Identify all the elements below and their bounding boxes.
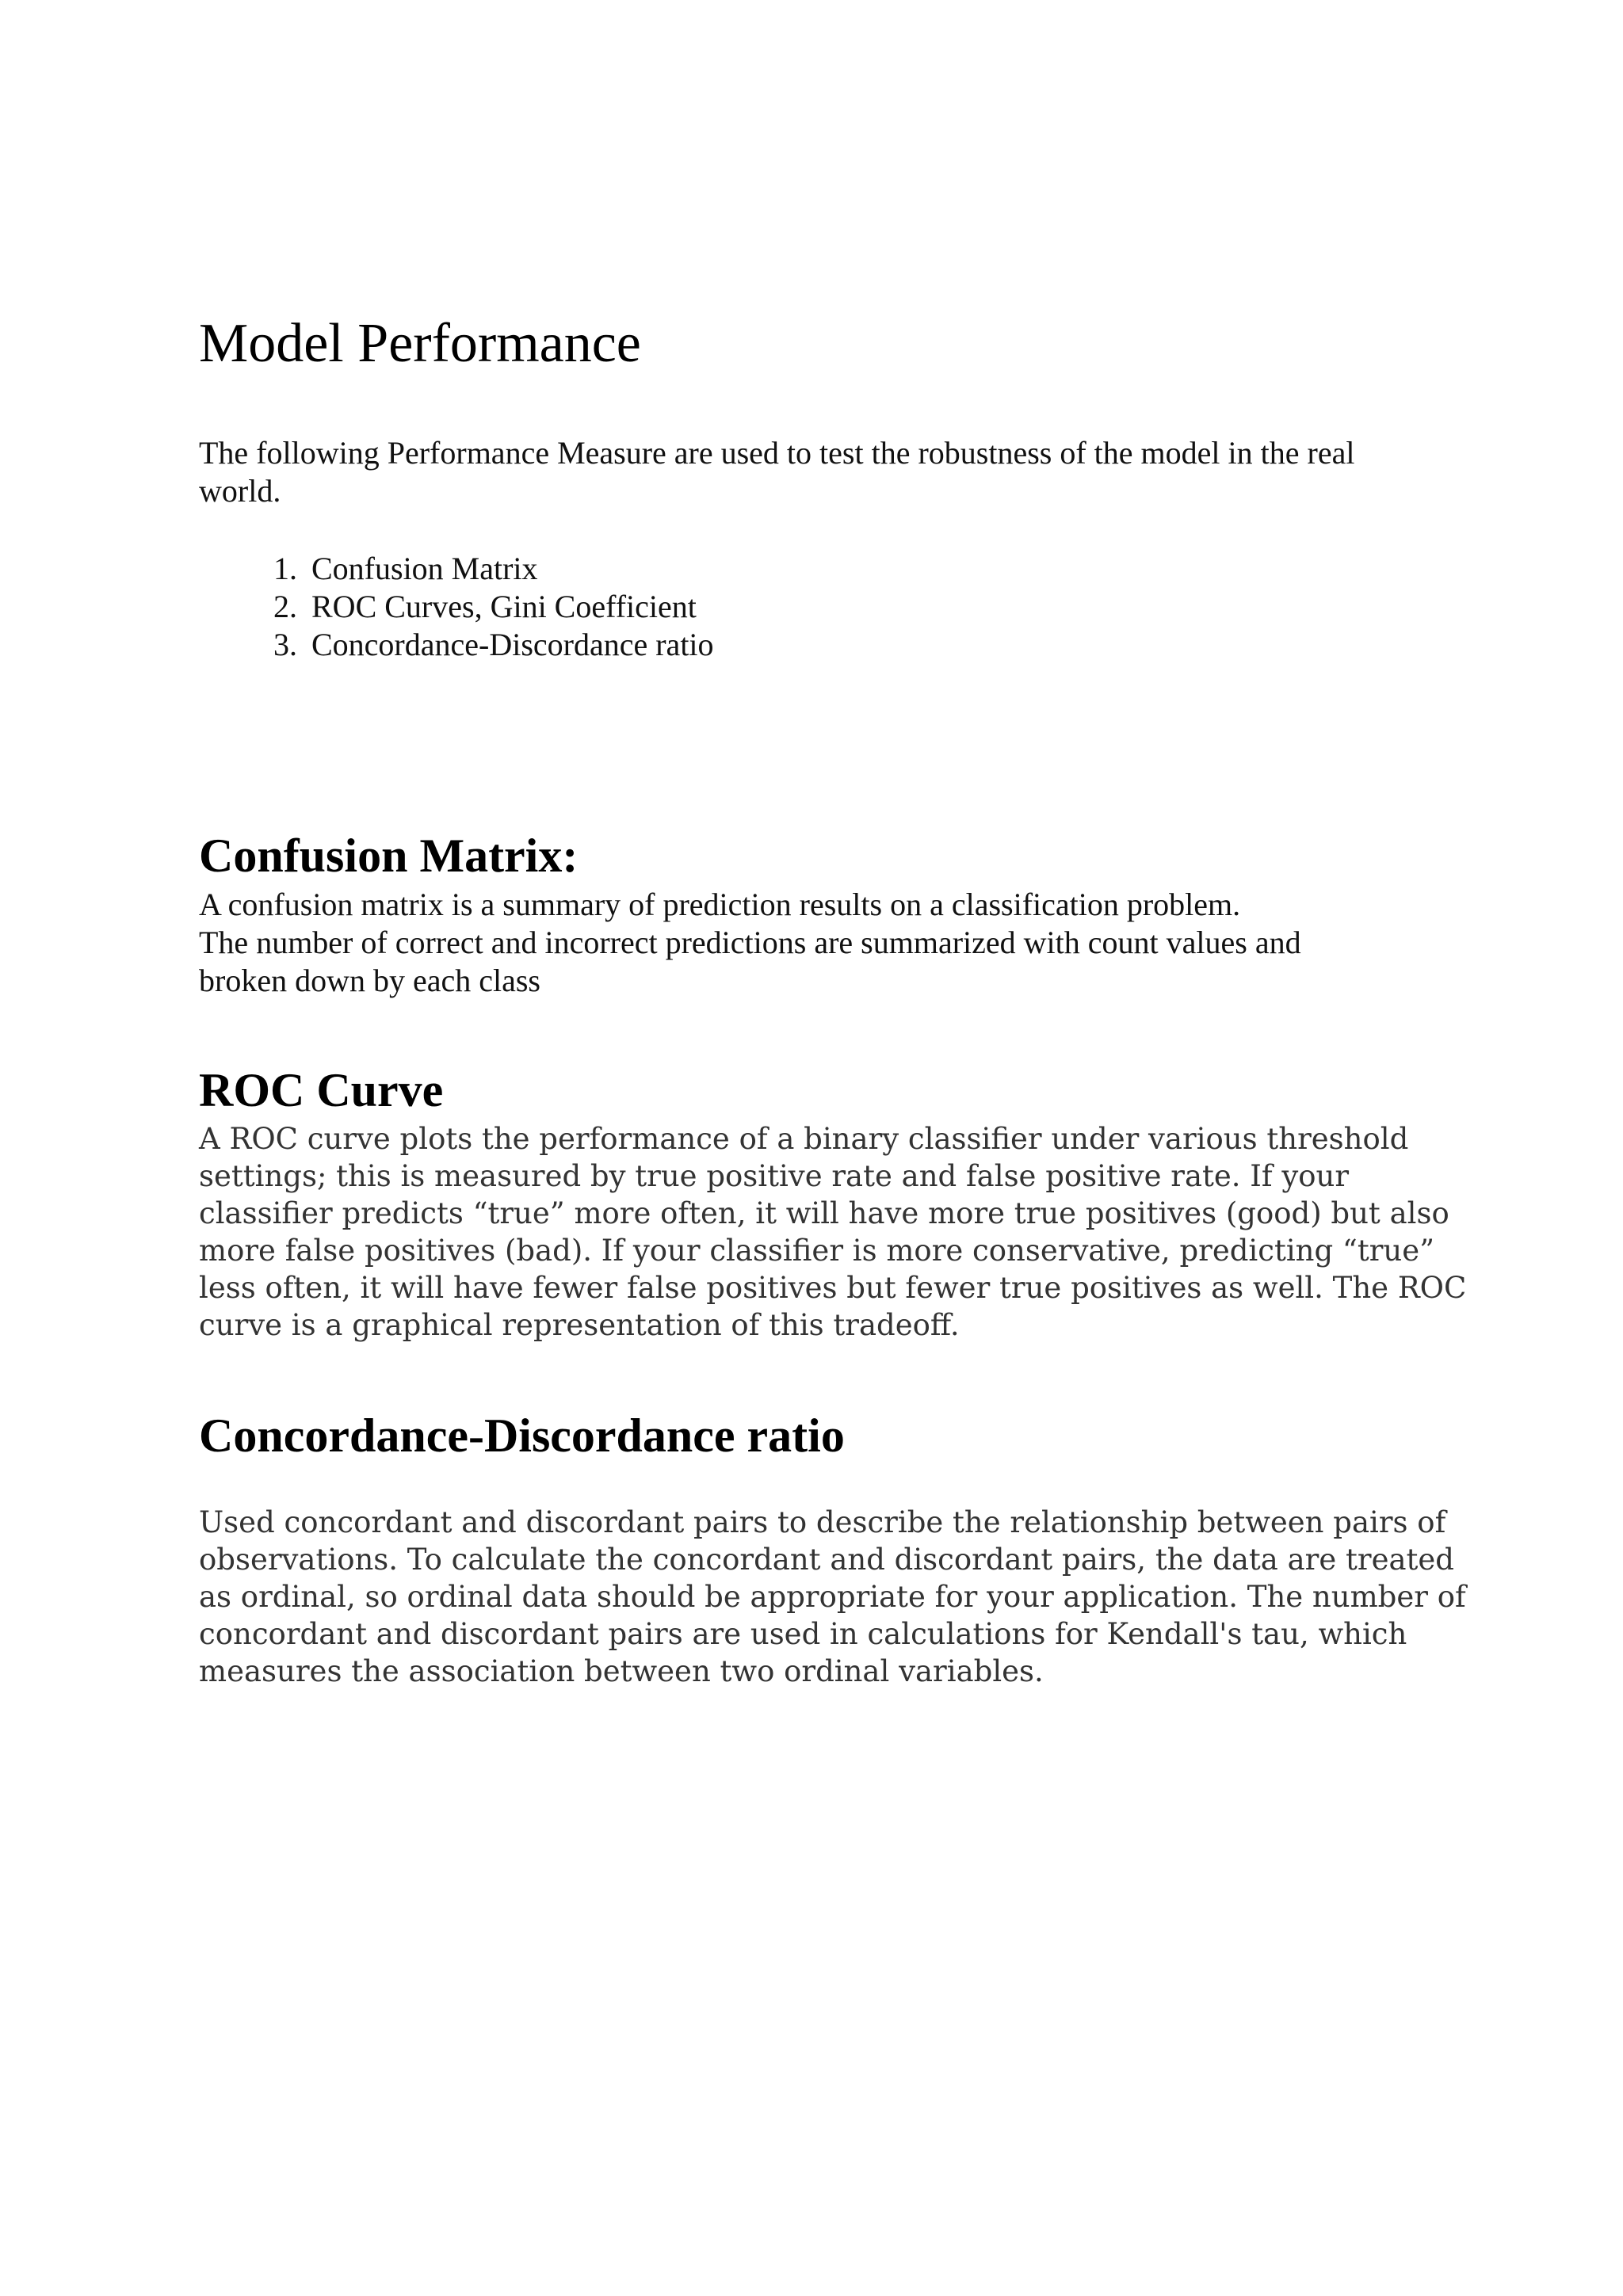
list-item xyxy=(199,626,714,664)
intro-line: The following Performance Measure are used to test the robustness of the model in the real xyxy=(199,435,1355,471)
paragraph-line: classifier predicts “true” more often, it will have more true positives (good) but also xyxy=(199,1196,1449,1230)
roc-curve-paragraph xyxy=(199,1120,1483,1344)
list-item-number: 3. xyxy=(273,627,297,662)
paragraph-line: as ordinal, so ordinal data should be appropriate for your application. The number of xyxy=(199,1580,1466,1614)
paragraph-line: A ROC curve plots the performance of a binary classifier under various threshold xyxy=(199,1122,1409,1156)
roc-curve-heading: ROC Curve xyxy=(199,1064,444,1116)
intro-line: world. xyxy=(199,473,281,509)
concordance-heading: Concordance-Discordance ratio xyxy=(199,1409,845,1462)
list-item-number: 1. xyxy=(273,551,297,586)
paragraph-line: A confusion matrix is a summary of prediction results on a classification problem. xyxy=(199,887,1241,922)
paragraph-line: broken down by each class xyxy=(199,963,540,998)
list-item-label: Concordance-Discordance ratio xyxy=(311,627,714,662)
page-title: Model Performance xyxy=(199,313,641,374)
paragraph-line: curve is a graphical representation of this tradeoff. xyxy=(199,1308,960,1342)
paragraph-line: concordant and discordant pairs are used in calculations for Kendall's tau, which xyxy=(199,1617,1407,1651)
list-item-label: Confusion Matrix xyxy=(311,551,538,586)
paragraph-line: Used concordant and discordant pairs to describe the relationship between pairs of xyxy=(199,1505,1446,1539)
paragraph-line: more false positives (bad). If your classifier is more conservative, predicting “true” xyxy=(199,1234,1435,1268)
paragraph-line: settings; this is measured by true positive rate and false positive rate. If your xyxy=(199,1159,1350,1193)
intro-paragraph xyxy=(199,434,1467,510)
performance-measures-list xyxy=(199,550,714,664)
paragraph-line: measures the association between two ordinal variables. xyxy=(199,1654,1044,1688)
paragraph-line: less often, it will have fewer false positives but fewer true positives as well. The ROC xyxy=(199,1271,1467,1305)
confusion-matrix-heading: Confusion Matrix: xyxy=(199,830,579,882)
concordance-paragraph xyxy=(199,1504,1483,1690)
paragraph-line: The number of correct and incorrect predictions are summarized with count values and xyxy=(199,925,1301,960)
list-item xyxy=(199,588,714,626)
confusion-matrix-paragraph xyxy=(199,886,1301,1000)
list-item-label: ROC Curves, Gini Coefficient xyxy=(311,589,697,624)
paragraph-line: observations. To calculate the concordant and discordant pairs, the data are treated xyxy=(199,1543,1454,1577)
list-item xyxy=(199,550,714,588)
list-item-number: 2. xyxy=(273,589,297,624)
